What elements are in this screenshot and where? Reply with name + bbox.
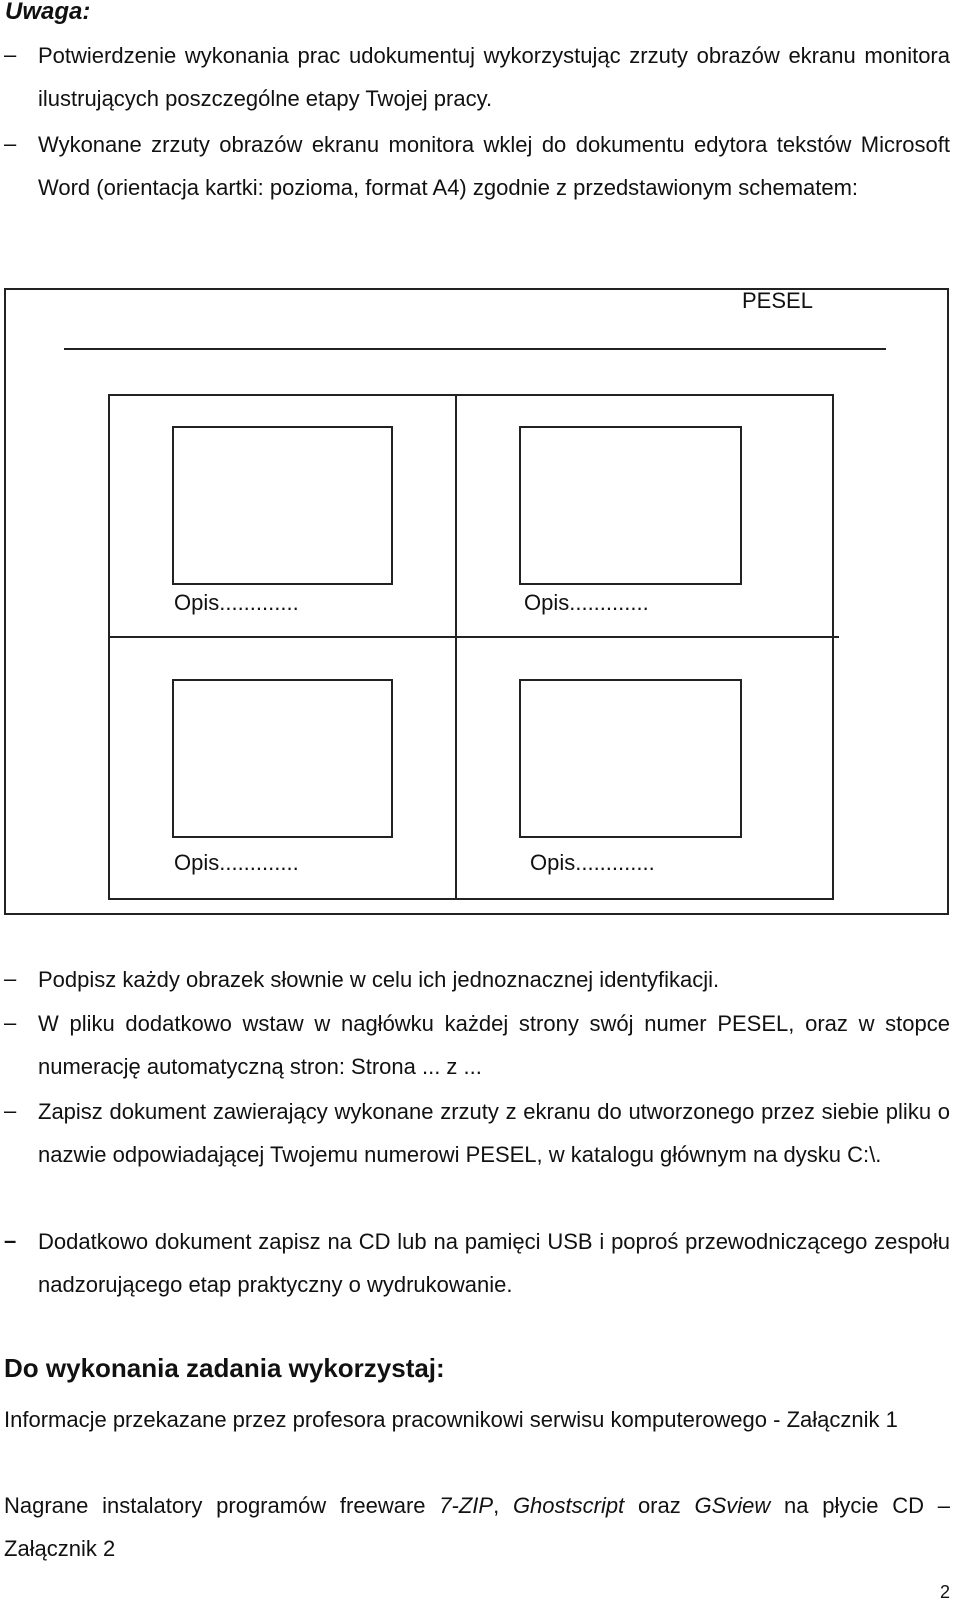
note-paragraph: Potwierdzenie wykonania prac udokumentuj wykorzystując zrzuty obrazów ekranu monitora ilustrujących poszczególne etapy Twojej pracy. (38, 43, 950, 111)
bullet-dash: – (4, 1010, 17, 1035)
program-name: 7-ZIP (439, 1493, 494, 1518)
bullet-dash: – (4, 1228, 17, 1253)
schema-grid-divider-horizontal (108, 636, 839, 638)
note-paragraph: Wykonane zrzuty obrazów ekranu monitora wklej do dokumentu edytora tekstów Microsoft Word (orientacja kartki: pozioma, format A4) zgodnie z przedstawionym schematem: (38, 132, 950, 200)
screenshot-placeholder (172, 426, 393, 585)
schema-pesel-label: PESEL (742, 288, 813, 313)
schema-grid-divider-vertical (455, 394, 457, 900)
program-name: Ghostscript (512, 1493, 625, 1518)
note-paragraph: Zapisz dokument zawierający wykonane zrzuty z ekranu do utworzonego przez siebie pliku o nazwie odpowiadającej Twojemu numerowi PESEL, w katalogu głównym na dysku C:\. (38, 1099, 950, 1167)
materials-item-text: na płycie CD – Załącznik 2 (4, 1493, 950, 1561)
bullet-dash: – (4, 131, 17, 156)
note-paragraph: Podpisz każdy obrazek słownie w celu ich jednoznacznej identyfikacji. (38, 967, 720, 992)
note-heading: Uwaga: (5, 0, 91, 25)
materials-item-text: , (493, 1493, 513, 1518)
schema-header-line (64, 348, 886, 350)
screenshot-caption: Opis............. (174, 590, 299, 615)
materials-item (4, 1484, 950, 1570)
screenshot-placeholder (519, 426, 742, 585)
screenshot-caption: Opis............. (174, 850, 299, 875)
bullet-dash: – (4, 1098, 17, 1123)
screenshot-placeholder (519, 679, 742, 838)
bullet-dash: – (4, 42, 17, 67)
materials-item-text: Nagrane instalatory programów freeware (4, 1493, 440, 1518)
note-paragraph: Dodatkowo dokument zapisz na CD lub na pamięci USB i poproś przewodniczącego zespołu nadzorującego etap praktyczny o wydrukowanie. (38, 1229, 950, 1297)
materials-heading: Do wykonania zadania wykorzystaj: (4, 1353, 445, 1383)
materials-item: Informacje przekazane przez profesora pracownikowi serwisu komputerowego - Załącznik 1 (4, 1407, 898, 1432)
screenshot-caption: Opis............. (530, 850, 655, 875)
note-paragraph: W pliku dodatkowo wstaw w nagłówku każdej strony swój numer PESEL, oraz w stopce numerację automatyczną stron: Strona ... z ... (38, 1011, 950, 1079)
screenshot-placeholder (172, 679, 393, 838)
bullet-dash: – (4, 966, 17, 991)
page-number: 2 (940, 1582, 951, 1602)
screenshot-caption: Opis............. (524, 590, 649, 615)
program-name: GSview (694, 1493, 771, 1518)
materials-item-text: oraz (624, 1493, 695, 1518)
